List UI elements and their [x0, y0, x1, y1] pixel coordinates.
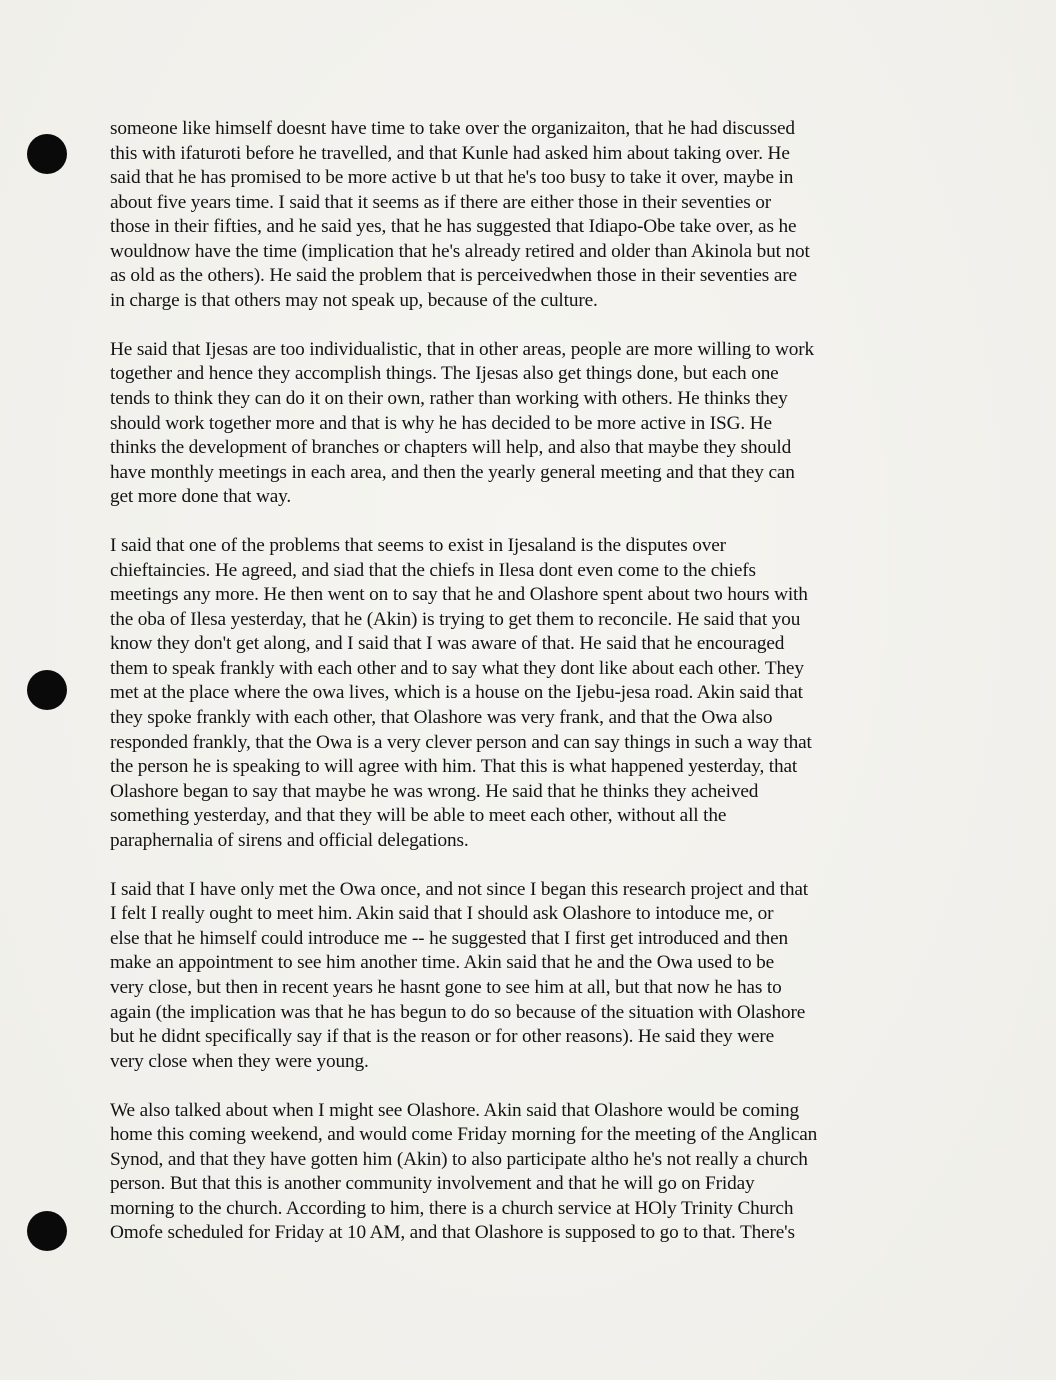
paragraph-chieftaincy-disputes: I said that one of the problems that seems to exist in Ijesaland is the disputes over chieftaincies. He agreed, and siad that the chiefs in Ilesa dont even come to the chiefs meetings any more. He then went on to say that he and Olashore spent about two hours with the oba of Ilesa yesterday, that he (Akin) is trying to get them to reconcile. He said that you know they don't get along, and I said that I was aware of that. He said that he encouraged them to speak frankly with each other and to say what they dont like about each other. They met at the place where the owa lives, which is a house on the Ijebu-jesa road. Akin said that they spoke frankly with each other, that Olashore was very frank, and that the Owa also responded frankly, that the Owa is a very clever person and can say things in such a way that the person he is speaking to will agree with him. That this is what happened yesterday, that Olashore began to say that maybe he was wrong. He said that he thinks they acheived something yesterday, and that they will be able to meet each other, without all the paraphernalia of sirens and official delegations.: [110, 535, 812, 851]
document-body: [110, 117, 940, 1270]
binder-hole-middle: [27, 670, 67, 710]
paragraph-meeting-the-owa: I said that I have only met the Owa once, and not since I began this research project and that I felt I really ought to meet him. Akin said that I should ask Olashore to intoduce me, or else that he himself could introduce me -- he suggested that I first get introduced and then make an appointment to see him another time. Akin said that he and the Owa used to be very close, but then in recent years he hasnt gone to see him at all, but that now he has to again (the implication was that he has begun to do so because of the situation with Olashore but he didnt specifically say if that is the reason or for other reasons). He said they were very close when they were young.: [110, 878, 808, 1072]
binder-hole-top: [27, 134, 67, 174]
paragraph-ijesas-individualistic: He said that Ijesas are too individualistic, that in other areas, people are more willing to work together and hence they accomplish things. The Ijesas also get things done, but each one tends to think they can do it on their own, rather than working with others. He thinks they should work together more and that is why he has decided to be more active in ISG. He thinks the development of branches or chapters will help, and also that maybe they should have monthly meetings in each area, and then the yearly general meeting and that they can get more done that way.: [110, 338, 814, 508]
paragraph-seeing-olashore: We also talked about when I might see Olashore. Akin said that Olashore would be coming home this coming weekend, and would come Friday morning for the meeting of the Anglican Synod, and that they have gotten him (Akin) to also participate altho he's not really a church person. But that this is another community involvement and that he will go on Friday morning to the church. According to him, there is a church service at HOly Trinity Church Omofe scheduled for Friday at 10 AM, and that Olashore is supposed to go to that. There's: [110, 1099, 818, 1244]
paragraph-organization: someone like himself doesnt have time to take over the organizaiton, that he had discussed this with ifaturoti before he travelled, and that Kunle had asked him about taking over. He said that he has promised to be more active b ut that he's too busy to take it over, maybe in about five years time. I said that it seems as if there are either those in their seventies or those in their fifties, and he said yes, that he has suggested that Idiapo-Obe take over, as he wouldnow have the time (implication that he's already retired and older than Akinola but not as old as the others). He said the problem that is perceivedwhen those in their seventies are in charge is that others may not speak up, because of the culture.: [110, 118, 810, 311]
binder-hole-bottom: [27, 1211, 67, 1251]
